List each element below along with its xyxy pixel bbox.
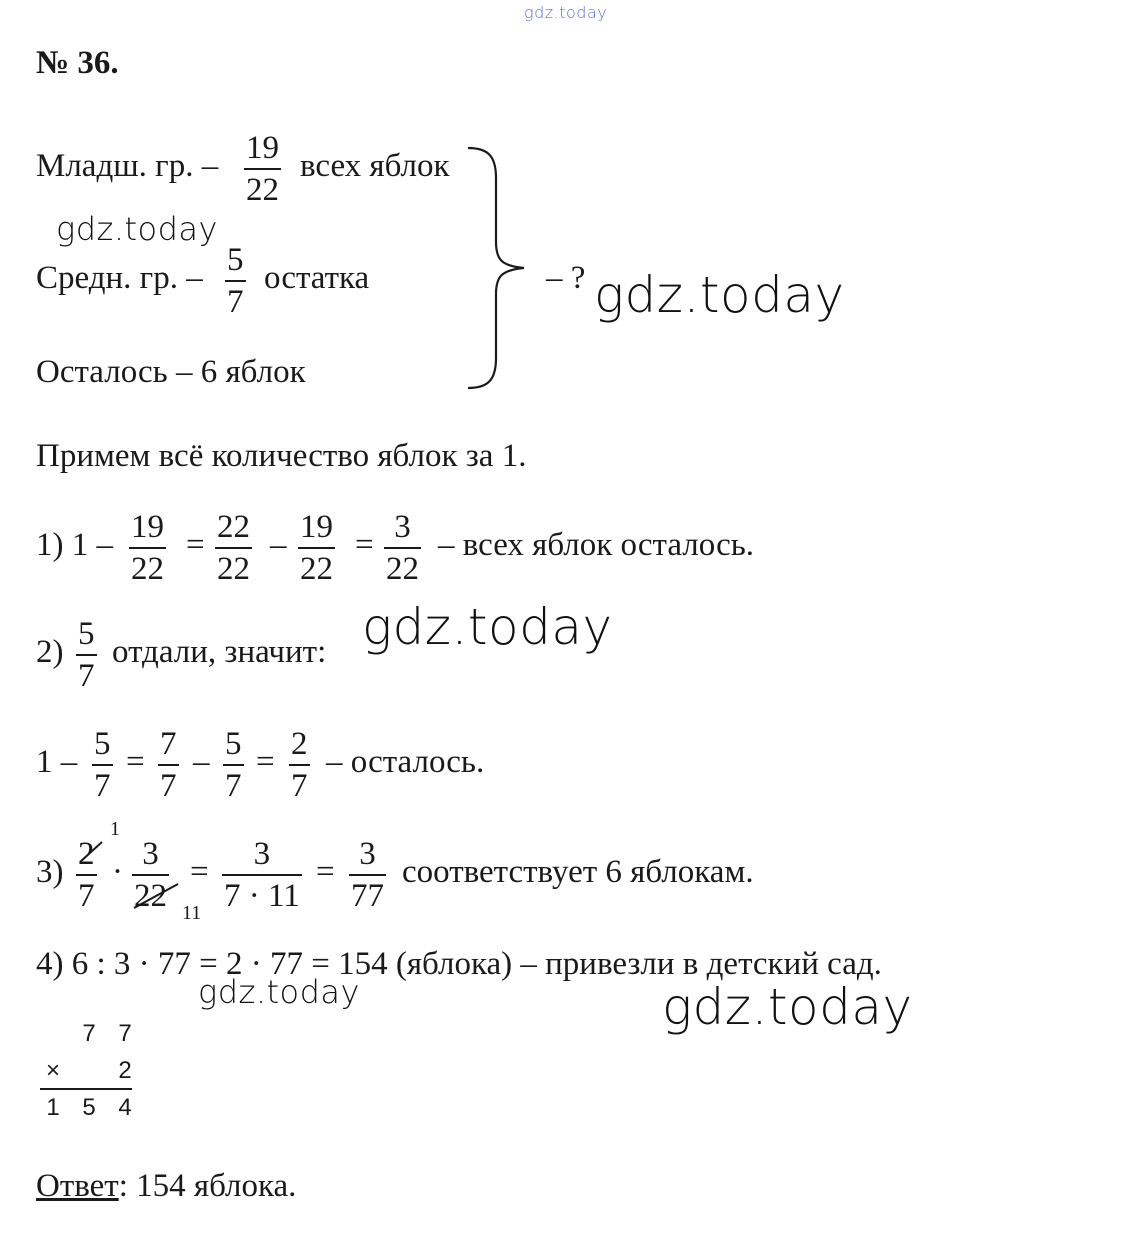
step3-fraction-3 xyxy=(222,838,302,913)
step1-fraction-3 xyxy=(298,511,335,586)
fraction-numerator: 5 xyxy=(78,616,95,652)
fraction-denominator: 22 xyxy=(217,551,250,587)
multiply-sign: × xyxy=(45,1057,60,1084)
given-younger-label: Младш. гр. – xyxy=(36,148,219,184)
watermark-4: gdz.today xyxy=(198,973,360,1011)
step2b-fraction-2 xyxy=(158,728,179,803)
digit: 5 xyxy=(82,1094,96,1121)
given-younger-tail: всех яблок xyxy=(300,148,450,184)
step2b-prefix: 1 – xyxy=(36,744,78,780)
fraction-denominator: 22 xyxy=(131,551,164,587)
column-mult-row-2 xyxy=(42,1059,136,1083)
step1-fraction-1 xyxy=(129,511,166,586)
step2b-equals-2: = xyxy=(256,744,275,780)
step3-dot: · xyxy=(112,854,123,890)
fraction-denominator: 7 xyxy=(227,284,244,320)
fraction-denominator: 7 xyxy=(78,878,95,914)
step1-fraction-2 xyxy=(215,511,252,586)
step2b-fraction-1 xyxy=(92,728,113,803)
fraction-numerator: 3 xyxy=(359,836,376,872)
fraction-numerator: 19 xyxy=(300,509,333,545)
fraction-denominator: 7 xyxy=(225,768,242,804)
step2-fraction xyxy=(76,618,97,693)
column-mult-row-1 xyxy=(42,1022,136,1046)
digit: 1 xyxy=(46,1094,60,1121)
step3-reduced-bottom: 11 xyxy=(182,902,202,924)
fraction-denominator: 22 xyxy=(386,551,419,587)
fraction-denominator: 7 xyxy=(160,768,177,804)
step3-tail: соответствует 6 яблокам. xyxy=(402,854,754,890)
watermark-3: gdz.today xyxy=(362,598,613,656)
fraction-numerator: 2 xyxy=(291,726,308,762)
watermark-2: gdz.today xyxy=(594,266,845,324)
fraction-denominator: 7 xyxy=(291,768,308,804)
step1-tail: – всех яблок осталось. xyxy=(438,527,755,563)
answer-colon: : xyxy=(118,1168,128,1204)
fraction-numerator: 3 xyxy=(142,836,159,872)
column-mult-line xyxy=(40,1088,132,1090)
step1-fraction-4 xyxy=(384,511,421,586)
fraction-numerator: 5 xyxy=(94,726,111,762)
strike-through-mark xyxy=(128,878,184,912)
fraction-numerator: 3 xyxy=(394,509,411,545)
digit: 2 xyxy=(118,1057,132,1084)
digit: 4 xyxy=(118,1094,132,1121)
intro-text: Примем всё количество яблок за 1. xyxy=(36,438,527,474)
given-middle-tail: остатка xyxy=(264,260,370,296)
fraction-denominator: 7 xyxy=(78,658,95,694)
fraction-numerator: 19 xyxy=(246,130,279,166)
fraction-denominator: 7 · 11 xyxy=(224,878,300,914)
fraction-numerator: 19 xyxy=(131,509,164,545)
step1-prefix: 1) 1 – xyxy=(36,527,113,563)
fraction-numerator: 3 xyxy=(253,836,271,872)
problem-number: № 36. xyxy=(36,45,119,81)
fraction-denominator: 7 xyxy=(94,768,111,804)
given-middle-label: Средн. гр. – xyxy=(36,260,203,296)
step2b-fraction-3 xyxy=(223,728,244,803)
step1-equals-2: = xyxy=(355,527,374,563)
step1-minus: – xyxy=(270,527,287,563)
step3-fraction-4 xyxy=(349,838,386,913)
digit xyxy=(78,1059,100,1083)
digit xyxy=(42,1022,64,1046)
strike-through-mark xyxy=(76,836,106,866)
curly-brace-icon xyxy=(462,142,532,394)
fraction-denominator: 22 xyxy=(246,172,279,208)
watermark-top: gdz.today xyxy=(524,3,608,22)
step2b-equals-1: = xyxy=(126,744,145,780)
fraction-numerator: 7 xyxy=(160,726,177,762)
watermark-1: gdz.today xyxy=(56,210,218,248)
column-mult-row-3 xyxy=(42,1096,136,1120)
step3-equals-2: = xyxy=(316,854,335,890)
step3-prefix: 3) xyxy=(36,854,64,890)
fraction-numerator: 5 xyxy=(225,726,242,762)
step2-tail: отдали, значит: xyxy=(112,634,327,670)
step2-prefix: 2) xyxy=(36,634,64,670)
given-question: – ? xyxy=(546,260,586,296)
answer-line xyxy=(36,1170,296,1203)
step2b-minus: – xyxy=(193,744,210,780)
answer-value: 154 яблока. xyxy=(136,1168,297,1204)
given-left-label: Осталось – 6 яблок xyxy=(36,354,306,390)
step4-text: 4) 6 : 3 · 77 = 2 · 77 = 154 (яблока) – привезли в детский сад. xyxy=(36,946,882,982)
answer-label: Ответ xyxy=(36,1168,119,1204)
watermark-5: gdz.today xyxy=(662,978,913,1036)
fraction-numerator: 2 xyxy=(78,836,95,872)
given-younger-fraction xyxy=(244,132,281,207)
step2b-fraction-4 xyxy=(289,728,310,803)
fraction-numerator: 22 xyxy=(217,509,250,545)
digit: 7 xyxy=(118,1020,132,1047)
fraction-denominator: 22 xyxy=(300,551,333,587)
step1-equals-1: = xyxy=(186,527,205,563)
step3-equals-1: = xyxy=(190,854,209,890)
fraction-denominator: 77 xyxy=(351,878,384,914)
digit: 7 xyxy=(82,1020,96,1047)
step3-reduced-top: 1 xyxy=(110,818,120,840)
fraction-denominator: 22 xyxy=(134,878,167,914)
fraction-numerator: 5 xyxy=(227,242,244,278)
given-middle-fraction xyxy=(225,244,246,319)
step2b-tail: – осталось. xyxy=(326,744,485,780)
